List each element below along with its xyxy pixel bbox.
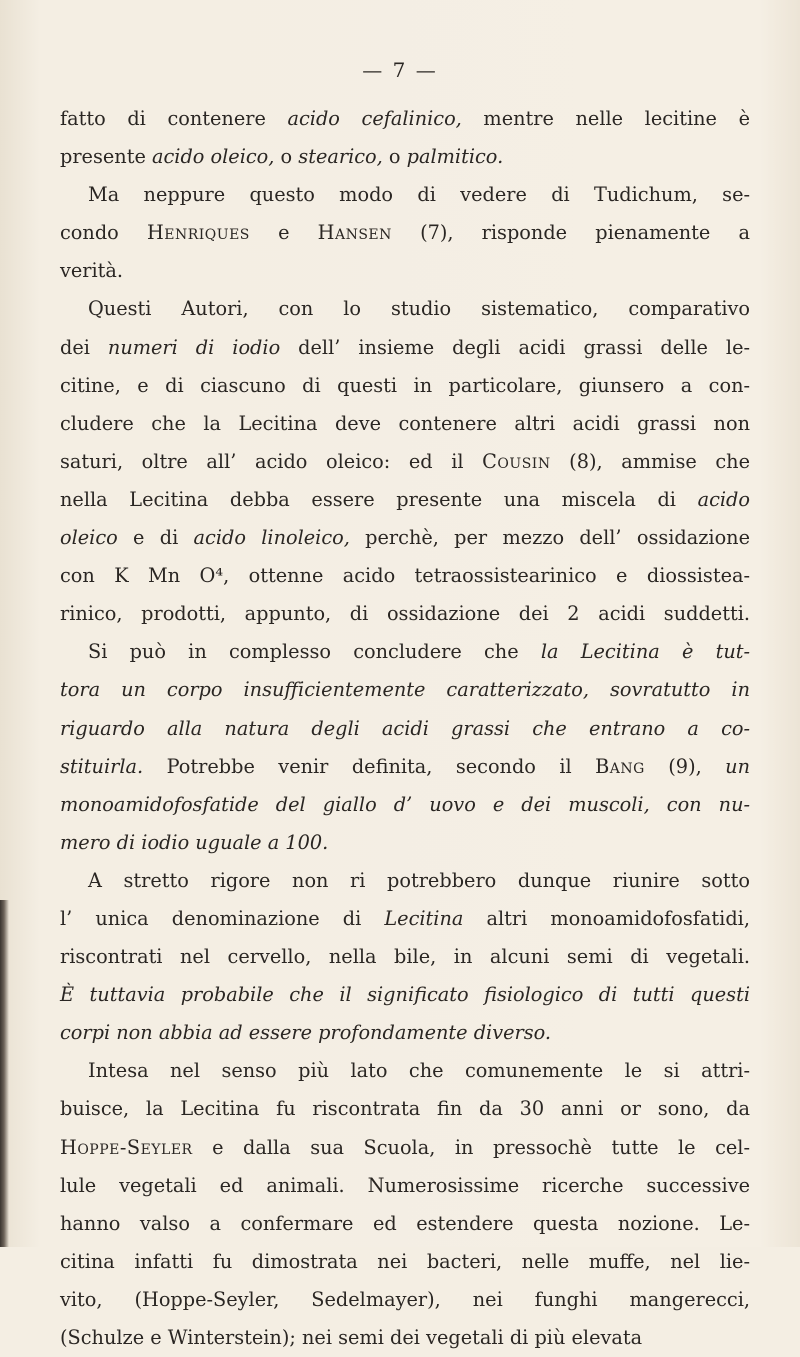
author-name: Henriques — [146, 221, 250, 245]
italic-text: acido linoleico, — [193, 526, 350, 550]
text-line — [60, 1281, 750, 1319]
text-line — [60, 443, 750, 481]
italic-text: tora un corpo insufficientemente caratterizzato, sovratutto in — [60, 678, 750, 702]
text-segment: condo — [60, 221, 147, 245]
text-segment: con K Mn O⁴, ottenne acido tetraossistearinico e diossistea- — [60, 564, 750, 588]
italic-text: corpi non abbia ad essere profondamente diverso. — [60, 1021, 552, 1045]
text-line — [60, 938, 750, 976]
text-line — [60, 367, 750, 405]
text-segment: fatto di contenere — [60, 107, 288, 130]
text-segment: altri monoamidofosfatidi, — [463, 906, 750, 930]
italic-text: stituirla. — [60, 754, 144, 778]
text-line — [60, 1167, 750, 1205]
text-segment: dei — [60, 335, 108, 359]
text-line — [60, 1319, 750, 1357]
text-segment: hanno valso a confermare ed estendere questa nozione. Le- — [60, 1211, 750, 1235]
text-line — [60, 710, 750, 748]
text-segment: perchè, per mezzo dell’ ossidazione — [349, 526, 751, 550]
text-segment: (Schulze e Winterstein); nei semi dei vegetali di più elevata — [60, 1326, 643, 1349]
text-line — [60, 557, 750, 595]
text-line — [60, 214, 750, 252]
text-segment: citina infatti fu dimostrata nei bacteri, nelle muffe, nel lie- — [60, 1249, 750, 1273]
text-line — [60, 633, 750, 671]
text-line — [60, 329, 750, 367]
text-segment: (7), risponde pienamente a — [391, 221, 751, 245]
italic-text: acido oleico, — [151, 145, 275, 169]
text-segment: Potrebbe venir definita, secondo il — [143, 754, 596, 778]
text-segment: buisce, la Lecitina fu riscontrata fin da 30 anni or sono, da — [60, 1097, 750, 1121]
italic-text: acido cefalinico, — [287, 107, 462, 130]
text-segment: saturi, oltre all’ acido oleico: ed il — [60, 449, 483, 473]
text-segment: riscontrati nel cervello, nella bile, in alcuni semi di vegetali. — [60, 945, 750, 969]
body-text — [60, 100, 750, 1357]
text-segment: presente — [60, 145, 152, 169]
page-edge-shadow — [0, 900, 9, 1247]
text-segment: vito, (Hoppe-Seyler, Sedelmayer), nei funghi mangerecci, — [60, 1287, 750, 1311]
text-line — [60, 290, 750, 328]
text-line — [60, 862, 750, 900]
italic-text: oleico — [60, 526, 118, 550]
text-segment: (8), ammise che — [550, 449, 750, 473]
text-line — [60, 100, 750, 138]
text-segment: e — [249, 221, 318, 245]
text-line — [60, 786, 750, 824]
text-line — [60, 519, 750, 557]
text-line — [60, 138, 750, 176]
text-segment: e di — [117, 526, 194, 550]
text-line — [60, 748, 750, 786]
italic-text: palmitico. — [406, 145, 504, 169]
text-segment: verità. — [60, 259, 124, 283]
text-segment: Questi Autori, con lo studio sistematico, comparativo — [88, 297, 750, 321]
text-segment: Intesa nel senso più lato che comunemente le si attri- — [88, 1059, 750, 1083]
text-segment: mentre nelle lecitine è — [461, 107, 750, 130]
italic-text: acido — [697, 487, 750, 511]
text-segment: cludere che la Lecitina deve contenere altri acidi grassi non — [60, 411, 750, 435]
author-name: Bang — [595, 754, 645, 778]
italic-text: riguardo alla natura degli acidi grassi che entrano a co- — [60, 716, 750, 740]
author-name: Cousin — [482, 449, 551, 473]
italic-text: numeri di iodio — [107, 335, 281, 359]
italic-text: È tuttavia probabile che il significato fisiologico di tutti questi — [60, 983, 750, 1007]
text-segment: e dalla sua Scuola, in pressochè tutte le cel- — [192, 1135, 750, 1159]
page-number: — 7 — — [362, 58, 438, 82]
text-line — [60, 1129, 750, 1167]
text-segment: nella Lecitina debba essere presente una miscela di — [60, 487, 698, 511]
text-line — [60, 1205, 750, 1243]
text-line — [60, 252, 750, 290]
text-segment: A stretto rigore non ri potrebbero dunque riunire sotto — [88, 868, 750, 892]
text-line — [60, 1243, 750, 1281]
text-segment: Si può in complesso concludere che — [88, 640, 541, 664]
italic-text: monoamidofosfatide del giallo d’ uovo e dei muscoli, con nu- — [60, 792, 750, 816]
text-segment: Ma neppure questo modo di vedere di Tudichum, se- — [88, 183, 750, 207]
text-line — [60, 176, 750, 214]
text-line — [60, 1052, 750, 1090]
text-line — [60, 976, 750, 1014]
text-line — [60, 1090, 750, 1128]
italic-text: mero di iodio uguale a 100. — [60, 830, 329, 854]
text-line — [60, 405, 750, 443]
author-name: Hansen — [317, 221, 392, 245]
text-segment: citine, e di ciascuno di questi in particolare, giunsero a con- — [60, 373, 750, 397]
text-segment: o — [274, 145, 299, 169]
text-line — [60, 900, 750, 938]
text-segment: dell’ insieme degli acidi grassi delle le- — [280, 335, 750, 359]
text-segment: (9), — [644, 754, 726, 778]
text-line — [60, 1014, 750, 1052]
text-line — [60, 671, 750, 709]
text-segment: rinico, prodotti, appunto, di ossidazione dei 2 acidi suddetti. — [60, 602, 750, 626]
text-line — [60, 595, 750, 633]
text-segment: lule vegetali ed animali. Numerosissime ricerche successive — [60, 1173, 750, 1197]
italic-text: un — [725, 754, 750, 778]
italic-text: Lecitina — [384, 906, 464, 930]
author-name: Hoppe-Seyler — [60, 1135, 193, 1159]
text-segment: o — [382, 145, 407, 169]
text-line — [60, 481, 750, 519]
text-line — [60, 824, 750, 862]
text-segment: l’ unica denominazione di — [60, 906, 385, 930]
italic-text: stearico, — [298, 145, 383, 169]
italic-text: la Lecitina è tut- — [540, 640, 750, 664]
